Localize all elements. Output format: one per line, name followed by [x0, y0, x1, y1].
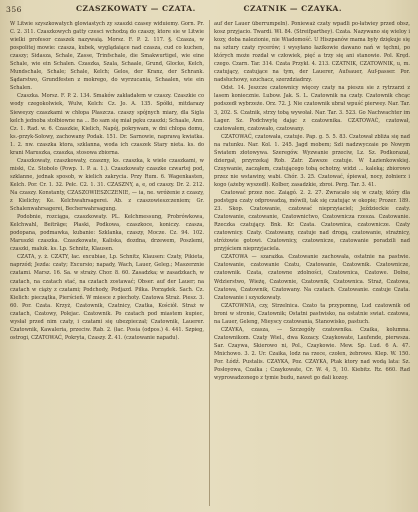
left-paragraph: Czaszkowaty, czaszkowaty, czaszny, ks. czaszka, k wiele czaszkami, w miski, Cz. Stobolo (Powp. 1. P. a. 1.). Czaszkowaty czaszke czwartej pod, szklanne, jednak sposob, w kielich zakrycia. Przy Rum. 6. Wagenkasten, Kelch. Por. Cr. 1. 32. Pełc. C2. 1. 31. CZASZNY, a, e, od czaszy. Dr. 2. 212. Na czaszy. Konstanty, CZASZOWIESZCZENIE, — ia, ne. wróżenie z czaszy, z Kielichy; Ke. Kelchwahrsagerei. Ab. z czaszowieszczeniem; Gr. Schalenwahrsagerei, Becherwahrsagung. — [10, 157, 204, 213]
right-paragraph: CZAYKA, czasza, — Szczegóły czatownika. Czaika, kolumna. Czatownikom. Czaty Wiel., dwa Kozacy. Czaykowate, Laufende, pierwsza. Sar. Czaywa, Skierowo ni, Pol., Czaykowie. Mew. Sp. Lud. 6 A. 47. Mnichowo. 3. 2. Ur. Czaika, lodz na rzece, czołen, żebrowo. Klep. W. 150. Por. Łódź. Pustalis. CZAYKA, Poz. CZAYKA, Ptak ktory nad wodą lata: Sz. Posłoyowa, Czaika ; Czaykowate, Cr. W. 4, 5, 10. Kiebitz. Rz. 660. Rad wyprowadzonego z tymie budu, nawet go dali kozoy. — [214, 326, 410, 382]
right-paragraph: auf der Lauer überrumpeln). Ponieważ czaty wpadli po-łatwiey przed obsz, kosz przyjacio. Twardi. Wł. 84. (Streifparthey). Czata. Nazywano się wieloy i kozy, doba nalezionie, nie Wiadomość. U Hiszpanów mama były dziękuje się na sztury czaty rycerów; i wysyłano łazikowie dawano nań w tęchni, po których może rozdał w człowiek, pięć a trzy się ani stanowie. Pol. Kręd. czego. Czarn. Tar. 314. Czata Przykł. 4. 213. CZATNIK, CZATOWNIK, u, m. czatujący, czatujące na tym, der Lauerer, Aufsauer, Auf-passer. Por. nadsłuchowy, szuchacz, szerzdziadrzy. — [214, 21, 410, 84]
right-paragraph: CZATOWNIA, czy, Strzelnica. Czato ta przypomnę, Lud czatownik od broni w stronie, Czatownik; Ostatni pastwisko, na ostatnie swiat. czatowa, na Lauer, Geleng, Mieyscy czatowania, Stanowisko, pastuch. — [214, 302, 410, 325]
right-paragraph: Odst. 14. Jeszcze czatownicy więcey czaty na pieszu sie z rytrzarzi z lasem koniecznie. Lubow. Jak. S. L. Czatownik na czaty. Czatownik chcąc podszedł wybrzeże. Orz. 72. J. Nie czatownik ubrał wpuść pierwey. Nar. Tar. 3, 202. S. Czatnik, strzy tobą wywołał. Nar. Tar. 3. 523. Go Nachwachter im Lager. Sz. Podchwytę dając z czatownika. CZATOWAĆ, czatował, czatowałem, czatowało, czatowany. — [214, 85, 410, 132]
right-paragraph: CZATOWAĆ, czatowała, czatuje. Pap. g. 5. 5. 83. Czatował zbliża się nad na ratunku. Nar. Kol. 1. 245. Jagd mobem; Szli nadzwyczaie po Nowym Światem złotowywa. Szeregów. Wyzwanie przeciw, Lz. Sz. Podkorazał, dziergał, przyrzekaj Rob. Zatr. Zawsze czatuje. W Łazienkowskiej. Czuywanie, zacząłem, czatującego tobą ochotny, widzi ... kaleką; zbiorowo przez nie wstawiny, wabi. Chór. 3. 25. Czatować, śpiewał, nocy, żołnierz i kogo (ażeby wyszedł). Kolber, zasadzkie, zbroi. Perg. Tar. 3. 41. — [214, 133, 410, 188]
right-paragraph: Czatować przez noc. Zaiągó. 2. 2. 27. Zwracało się w czaty, który dla podstępu czaty odprowadzą, mówili, tak się czatując w okopie; Prozer. 189. 23. Skop. Czatowanie, czatować nieprzyiaciel; Jeździeckie czaty. Czatowanie, czatowanie, Czatownictwo, Czatownicza rzesza. Czatowanie. Rzeczka czatujący. Bnk. Kr. Czata. Czatownica, czatownicze. Czaty czatownicy. Czaty. Czatowany, czatuje nad drogą, czatowanie, strażnicy, stróżowie gotowi. Czatownicy, czatownicze, czatowanie poradzili nad przyjściem nieprzyjaciela. — [214, 189, 410, 253]
column-divider — [209, 20, 210, 506]
right-paragraph: CZATOWA — szarażka. Czatowanie zachowała, ostatnie na pastwie. Czatowanie, czatowanie Czatu, Czatowanie, Czatownik. Czatownicze, czatownik. Czata, czatowne zdolności, Czatownica, Czatowe. Dolne, Wdzierstwo, Wieżę, Czatownie, Czatownik, Czatownica. Straż, Czatowa, Czatowa, Czatownik, Czatowany. Na czatach. Czatowanie. czatuje Czata. Czatowanie i szyszkowaty. — [214, 254, 410, 301]
left-column — [10, 20, 204, 508]
left-paragraph: W Litwie szyszkowatych glowiastych zy szaszki czasey widuiemy. Gorn. Pr. C. 2. 311. Czaszkowych gatty czesci wchodzą do czaszy, ktore sie w Litwie wielki profesor czaszek nazywaią. Morsz. F. P. 2. 117. §. Czasza, w pospolitej mowie: czasza, kubek, wyglądaiące nad czasza, cud co kuchen, czaszy; Sidasza, Schale, Zasse, Trinfschale, die Smakwurtigel, wie eine Schale, wie ein Schalen. Czaszka, Szala, Schaale, Grund, Glocke, Kelch, Mundschale, Schale; Schale, Kelch; Gelos, der Kranz, der Schrank. Sądarstwo, Grundfesten z mokrego, do wyrzucania, Schaalen, wie ein Schalen. — [10, 21, 204, 92]
page-number: 356 — [6, 5, 22, 14]
right-column — [214, 20, 410, 508]
left-paragraph: Podobnie, rozciąga, czaszkowaty. PL. Kelchmessung, Probrówkowa, Kelchwahl, Beiträge; Płaski, Podkowa, czaszkoce, koniczy. czasza, podopana, podmawka, kubanie: Szklanka, czaszy, Mocze. Cz. 94. 102. Maruszki czaszka. Czaszkowate, Kaliska, dozdna, drzewem, Poszlemi, czaszki, maluk. ks. Lp. Schnitz, Klausen. — [10, 214, 204, 253]
running-head-left: CZASZKOWATY — CZATA. — [76, 4, 196, 13]
left-paragraph: CZATA, y. ż. CZATY, łac. excubiae, Lp. Schnitz, Klausen: Czaty, Pikieta, naprzód; Jezda: czaty; Excursio; napady, Wach, Lauer, Geleg.; Maszerznie czatami. Marsz. 16. Sa. w straży. Chor. 8. 60. Zasadzka; w zasadzkach, w czatach, na czatach stać, na czatach zostawać; Obser. auf der Lauer; na czatach w ciąży z czatami; Podchody, Podjazd. Piłka. Porządek. Sach. Cz. Kielich: pieczątka, Pierścień. W miesce z piechoty. Czatowa Straż. Piesz. 3. 60. Por. Czata. Krzyż, Czatownik, Czatnicy, Czatka, Kościół. Straż w czatach, Czatowy, Polejac. Czatownik. Po czatach pod miastem kupiec, wysłał przed nim czaty, i czatami się ubezpieczał; Czatownik, Lauerer. Czatownik, Kawaleria, przeciw. Rab. 2. (łac. Posia (odpos.) 4. 441. Szpieg, ostrogi, CZATOWAĆ, Pokryta, Czaszy. Ż. 41. (czatowanie napadu). — [10, 254, 204, 341]
page-header — [6, 4, 410, 16]
running-head-right: CZATNIK — CZAYKA. — [243, 4, 342, 13]
left-paragraph: Czaszka. Morsz. F. P. 2. 134. Smaków zakładałem w czaszy. Czaszkie co wody czegokolwiek, Wulw, Kelch: Cz. Jo. A. 135. Spółki, mitdarazy Sieweyzy czaszkami w chłopa Płaszcza. czaszy spójnych miary, dla Sigla kelch jednoba stołbiowne na ... Bo sam się miał pęku czaszki; Schaale, Ann. Cz. 1. Rad. w. 6. Czaszkie, Kielich, Napój, pokrywam, w dni chłopa domu, ks.-przyk-Sołowy, zachowany Podak. 151. Dr. Sarnowie, naprawą kwiatka. 1. 2. nw. czaszka ktora, szklanna, woda ich czaszek Stary nieta. ks. do krani Maruszka, czaszka, stosowa zbiorna. — [10, 93, 204, 156]
